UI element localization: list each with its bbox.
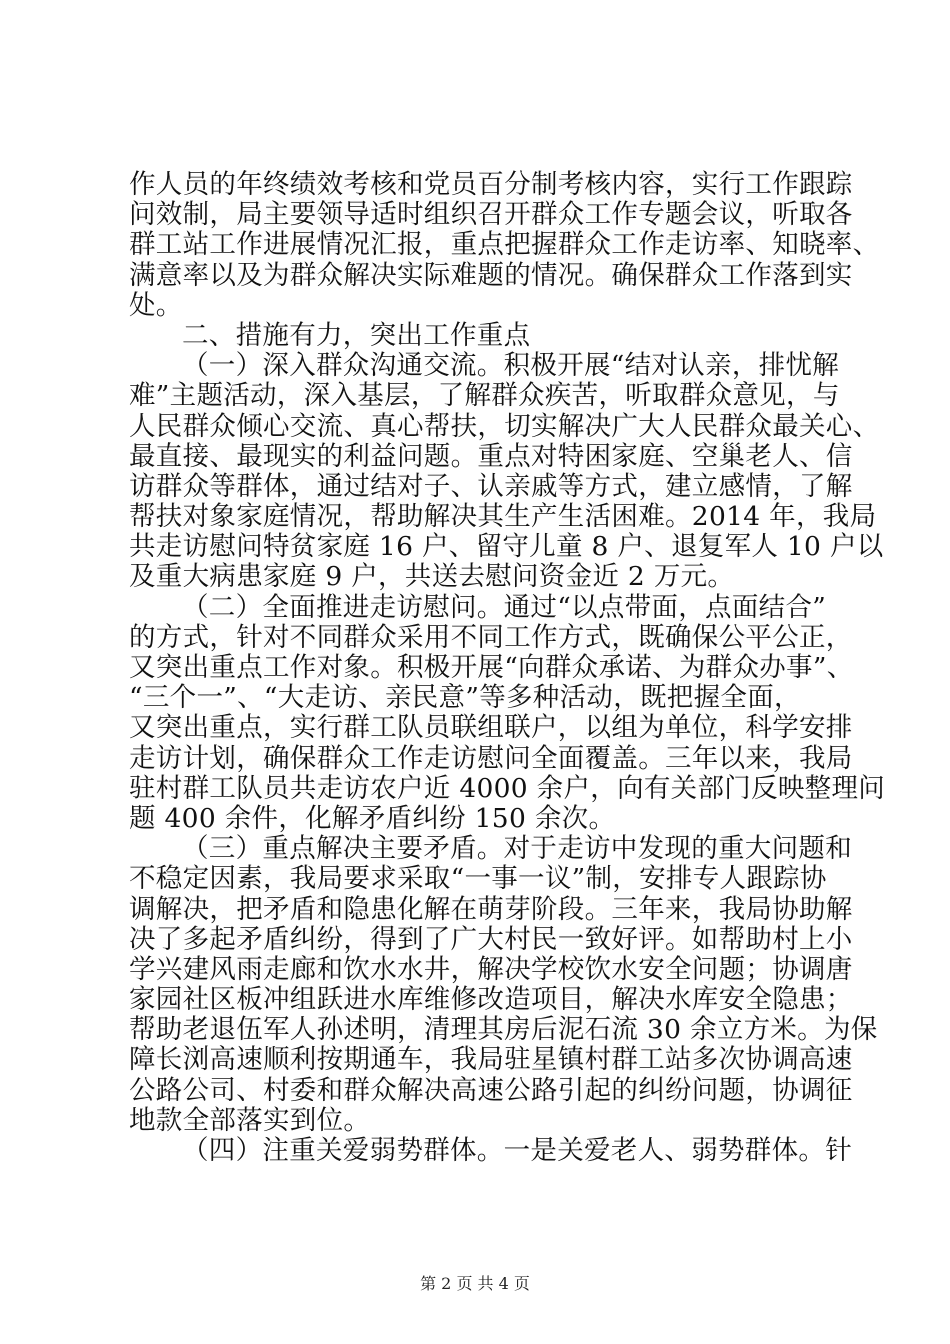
text-line: 驻村群工队员共走访农户近 4000 余户，向有关部门反映整理问 bbox=[129, 772, 886, 804]
text-line: 最直接、最现实的利益问题。重点对特困家庭、空巢老人、信 bbox=[129, 440, 853, 472]
text-line: 障长浏高速顺利按期通车，我局驻星镇村群工站多次协调高速 bbox=[129, 1044, 853, 1076]
text-line: 公路公司、村委和群众解决高速公路引起的纠纷问题，协调征 bbox=[129, 1074, 853, 1106]
text-line: 访群众等群体，通过结对子、认亲戚等方式，建立感情，了解 bbox=[129, 470, 853, 502]
text-line: 又突出重点，实行群工队员联组联户，以组为单位，科学安排 bbox=[129, 712, 853, 744]
text-line: 处。 bbox=[129, 289, 183, 321]
text-line: 不稳定因素，我局要求采取“一事一议”制，安排专人跟踪协 bbox=[129, 863, 827, 895]
text-line: 题 400 余件，化解矛盾纠纷 150 余次。 bbox=[129, 802, 616, 834]
text-line: 问效制，局主要领导适时组织召开群众工作专题会议，听取各 bbox=[129, 199, 853, 231]
text-line: 难”主题活动，深入基层，了解群众疾苦，听取群众意见，与 bbox=[129, 380, 840, 412]
text-line: “三个一”、“大走访、亲民意”等多种活动，既把握全面， bbox=[129, 682, 801, 714]
text-line: 又突出重点工作对象。积极开展“向群众承诺、为群众办事”、 bbox=[129, 652, 854, 683]
body-text bbox=[129, 169, 886, 1166]
text-line: 作人员的年终绩效考核和党员百分制考核内容，实行工作跟踪 bbox=[129, 169, 853, 200]
paragraph-start: （二）全面推进走访慰问。通过“以点带面，点面结合” bbox=[182, 591, 827, 623]
text-line: 人民群众倾心交流、真心帮扶，切实解决广大人民群众最关心、 bbox=[129, 410, 880, 442]
text-line: 决了多起矛盾纠纷，得到了广大村民一致好评。如帮助村上小 bbox=[129, 923, 853, 955]
text-line: 群工站工作进展情况汇报，重点把握群众工作走访率、知晓率、 bbox=[129, 229, 880, 261]
text-line: 调解决，把矛盾和隐患化解在萌芽阶段。三年来，我局协助解 bbox=[129, 893, 853, 925]
section-heading: 二、措施有力，突出工作重点 bbox=[182, 319, 531, 351]
text-line: 帮扶对象家庭情况，帮助解决其生产生活困难。2014 年，我局 bbox=[129, 501, 877, 533]
text-line: 的方式，针对不同群众采用不同工作方式，既确保公平公正， bbox=[129, 621, 853, 653]
paragraph-start: （一）深入群众沟通交流。积极开展“结对认亲，排忧解 bbox=[182, 350, 840, 382]
text-line: 及重大病患家庭 9 户，共送去慰问资金近 2 万元。 bbox=[129, 561, 735, 593]
text-line: 走访计划，确保群众工作走访慰问全面覆盖。三年以来，我局 bbox=[129, 742, 853, 774]
paragraph-start: （四）注重关爱弱势群体。一是关爱老人、弱势群体。针 bbox=[182, 1135, 852, 1166]
text-line: 家园社区板冲组跃进水库维修改造项目，解决水库安全隐患； bbox=[129, 984, 853, 1016]
paragraph-start: （三）重点解决主要矛盾。对于走访中发现的重大问题和 bbox=[182, 833, 852, 865]
text-line: 地款全部落实到位。 bbox=[129, 1104, 371, 1136]
text-line: 共走访慰问特贫家庭 16 户、留守儿童 8 户、退复军人 10 户以 bbox=[129, 531, 884, 563]
page-footer: 第 2 页 共 4 页 bbox=[420, 1274, 530, 1293]
text-line: 帮助老退伍军人孙述明，清理其房后泥石流 30 余立方米。为保 bbox=[129, 1014, 878, 1046]
text-line: 满意率以及为群众解决实际难题的情况。确保群众工作落到实 bbox=[129, 259, 853, 291]
text-line: 学兴建风雨走廊和饮水水井，解决学校饮水安全问题；协调唐 bbox=[129, 953, 853, 985]
